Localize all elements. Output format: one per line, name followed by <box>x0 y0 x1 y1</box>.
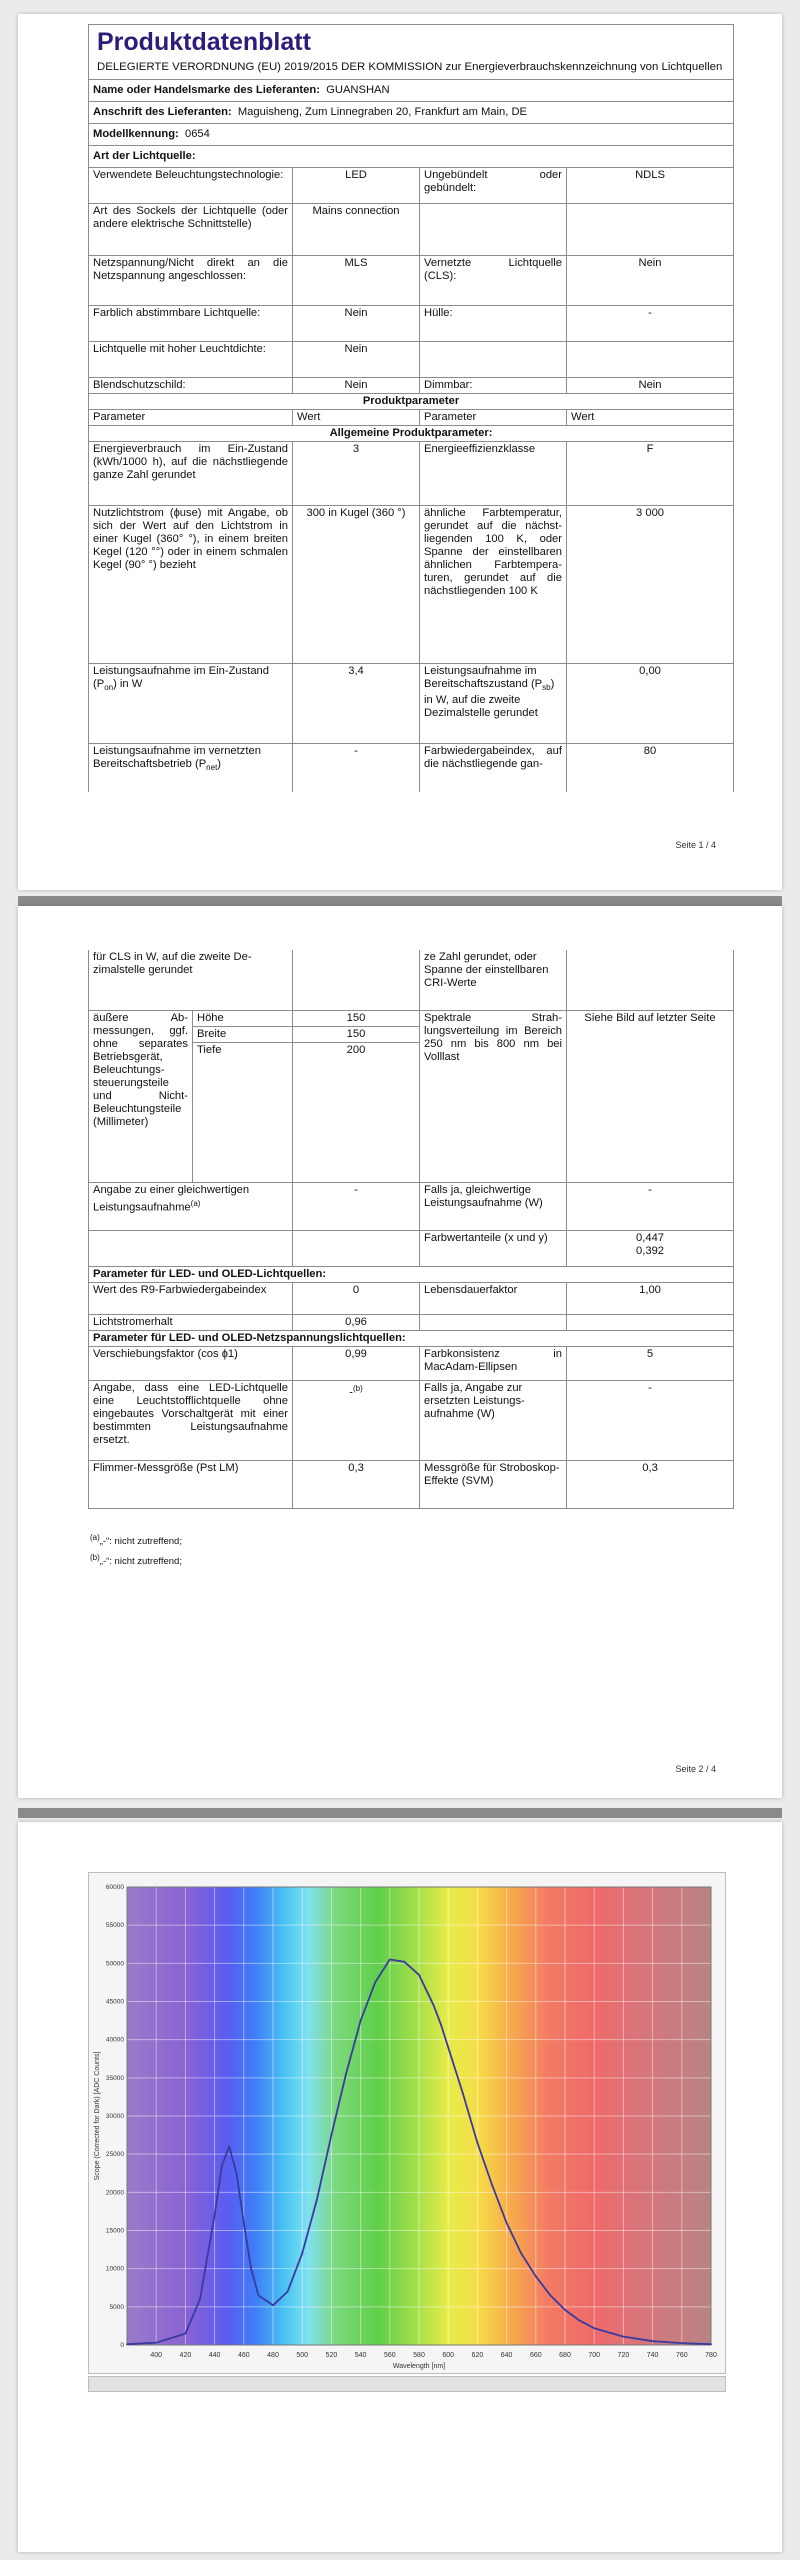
param-label: Farbwiedergabeindex, auf die nächstliegende gan- <box>420 744 567 792</box>
param-value: - <box>567 1182 734 1230</box>
dimension-name: Breite <box>193 1026 293 1042</box>
param-label: Angabe, dass eine LED-Lichtquelle eine Leuchtstofflichtquelle ohne eingebautes Vorschaltgerät mit einer bestimmten Leistungsaufnahme ersetzt. <box>89 1380 293 1460</box>
spectral-chart <box>88 1872 726 2374</box>
row-label: Verwendete Beleuchtungstechnologie: <box>89 168 293 204</box>
footnote-text: „-“: nicht zutreffend; <box>99 1536 182 1548</box>
page-number: Seite 2 / 4 <box>675 1764 716 1774</box>
product-parameters-header: Produktparameter <box>89 394 734 410</box>
footnote-a <box>90 1530 182 1550</box>
row-label <box>420 342 567 378</box>
data-point <box>228 2146 230 2148</box>
param-value: 0,96 <box>293 1314 420 1330</box>
model-id: 0654 <box>184 128 210 140</box>
data-point <box>579 2320 581 2322</box>
empty-cell <box>420 1314 567 1330</box>
param-label <box>420 664 567 744</box>
dimensions-label: äußere Abmessungen, ggf. ohne separates Betriebsgerät, Beleuchtungssteuerungsteile und Nicht-Beleuchtungsteile (Millimeter) <box>89 1010 193 1182</box>
spectral-distribution-value: Siehe Bild auf letzter Seite <box>567 1010 734 1182</box>
x-tick-label: 780 <box>705 2352 717 2359</box>
footnote-b <box>90 1550 182 1570</box>
footnote-text: „-“: nicht zutreffend; <box>99 1556 182 1568</box>
data-point <box>301 2253 303 2255</box>
data-point <box>520 2253 522 2255</box>
chromaticity-x: 0,447 <box>636 1231 665 1244</box>
param-value <box>567 950 734 1010</box>
x-axis-label: Wavelength [nm] <box>392 2363 446 2370</box>
x-tick-label: 700 <box>588 2352 601 2359</box>
y-tick-label: 55000 <box>105 1922 124 1930</box>
page-3 <box>18 1822 782 2552</box>
parameters-table-continued <box>88 950 734 1509</box>
row-label: Ungebündelt oder gebündelt: <box>420 168 567 204</box>
x-tick-label: 560 <box>383 2352 396 2359</box>
param-value <box>567 1230 734 1266</box>
row-value: Nein <box>567 256 734 306</box>
column-header: Parameter <box>420 410 567 426</box>
row-value: Mains connection <box>293 204 420 256</box>
x-tick-label: 660 <box>529 2352 542 2359</box>
data-point <box>331 2134 333 2136</box>
param-value: - <box>293 1182 420 1230</box>
row-label: Vernetzte Lichtquelle (CLS): <box>420 256 567 306</box>
supplier-name: GUANSHAN <box>326 84 390 96</box>
data-point <box>360 2020 362 2022</box>
x-tick-label: 580 <box>413 2352 425 2359</box>
param-value: 0,3 <box>293 1460 420 1508</box>
spectral-distribution-label: Spektrale Strahlungsverteilung im Bereich 250 nm bis 800 nm bei Volllast <box>420 1010 567 1182</box>
y-tick-label: 15000 <box>105 2227 124 2235</box>
y-axis-label: Scope (Corrected for Dark) [ADC Counts] <box>94 2051 101 2181</box>
page-1 <box>18 14 782 890</box>
standby-subscript: sb <box>542 683 551 693</box>
param-value: 1,00 <box>567 1282 734 1314</box>
param-value <box>293 950 420 1010</box>
param-label: Energieeffizienzklasse <box>420 442 567 506</box>
x-tick-label: 540 <box>354 2352 367 2359</box>
row-label: Art des Sockels der Lichtquelle (oder andere elektrische Schnittstelle) <box>89 204 293 256</box>
data-point <box>462 2092 464 2094</box>
row-value: Nein <box>293 306 420 342</box>
y-tick-label: 40000 <box>105 2036 124 2044</box>
row-value: NDLS <box>567 168 734 204</box>
data-point <box>250 2268 252 2270</box>
data-point <box>345 2073 347 2075</box>
data-point <box>652 2340 654 2342</box>
document-title: Produktdatenblatt <box>97 28 311 56</box>
param-value: 300 in Kugel (360 °) <box>293 506 420 664</box>
data-point <box>440 2024 442 2026</box>
dimension-value: 200 <box>293 1042 420 1182</box>
param-value: 5 <box>567 1346 734 1380</box>
param-label: ze Zahl gerundet, oder Spanne der einstellbaren CRI-Werte <box>420 950 567 1010</box>
param-label: Verschiebungsfaktor (cos ɸ1) <box>89 1346 293 1380</box>
column-header: Wert <box>293 410 420 426</box>
chart-scrollbar[interactable] <box>88 2376 726 2392</box>
on-power-subscript: on <box>104 683 114 693</box>
x-tick-label: 620 <box>471 2352 484 2359</box>
data-point <box>623 2336 625 2338</box>
footnote-ref: (b) <box>352 1383 363 1393</box>
data-point <box>404 1961 406 1963</box>
y-tick-label: 50000 <box>105 1960 124 1968</box>
param-label: Lebensdauerfaktor <box>420 1282 567 1314</box>
param-label: Farbwertanteile (x und y) <box>420 1230 567 1266</box>
supplier-address-label: Anschrift des Lieferanten: <box>93 106 232 118</box>
row-value: Nein <box>567 378 734 394</box>
param-value: 80 <box>567 744 734 792</box>
page-number: Seite 1 / 4 <box>675 840 716 850</box>
page-separator <box>18 1808 782 1818</box>
param-label <box>89 744 293 792</box>
param-label: Falls ja, Angabe zur ersetzten Leistungsaufnahme (W) <box>420 1380 567 1460</box>
param-value: 0,3 <box>567 1460 734 1508</box>
param-label: ähnliche Farbtemperatur, gerundet auf die nächstliegenden 100 K, oder Spanne der einstellbaren ähnlichen Farbtemperaturen, gerundet auf die nächstliegenden 100 K <box>420 506 567 664</box>
data-point <box>433 2004 435 2006</box>
replacement-value: - <box>349 1386 353 1399</box>
footnote-mark: (b) <box>90 1553 100 1563</box>
y-tick-label: 30000 <box>105 2113 124 2120</box>
data-point <box>287 2291 289 2293</box>
param-label: Nutzlichtstrom (ɸuse) mit Angabe, ob sich der Wert auf den Lichtstrom in einer Kugel (360° °), in einem breiten Kegel (120 °°) oder in einem schmalen Kegel (90° °) bezieht <box>89 506 293 664</box>
data-point <box>316 2199 318 2201</box>
data-point <box>126 2343 128 2345</box>
y-tick-label: 10000 <box>105 2265 124 2273</box>
chromaticity-y: 0,392 <box>636 1244 665 1257</box>
data-point <box>258 2294 260 2296</box>
page-2 <box>18 906 782 1798</box>
data-point <box>491 2184 493 2186</box>
x-tick-label: 640 <box>500 2352 513 2359</box>
x-tick-label: 760 <box>675 2352 688 2359</box>
data-point <box>710 2343 712 2345</box>
param-label: Lichtstromerhalt <box>89 1314 293 1330</box>
net-standby-label: Leistungsaufnahme im vernetzten Bereitschaftsbetrieb (P <box>93 745 261 770</box>
param-value: 3 <box>293 442 420 506</box>
y-tick-label: 60000 <box>105 1884 124 1891</box>
data-point <box>389 1959 391 1961</box>
data-point <box>185 2333 187 2335</box>
equivalent-power-label: Angabe zu einer gleichwertigen Leistungsaufnahme <box>93 1183 250 1214</box>
data-point <box>506 2222 508 2224</box>
on-power-label-end: ) in W <box>113 678 143 690</box>
data-point <box>447 2046 449 2048</box>
column-header: Parameter <box>89 410 293 426</box>
data-point <box>477 2142 479 2144</box>
param-value: 0,00 <box>567 664 734 744</box>
param-label: Wert des R9-Farbwiedergabeindex <box>89 1282 293 1314</box>
row-value: - <box>567 306 734 342</box>
y-tick-label: 20000 <box>105 2189 124 2197</box>
param-label: Farbkonsistenz in MacAdam-Ellipsen <box>420 1346 567 1380</box>
dimension-name: Höhe <box>193 1010 293 1026</box>
page-separator <box>18 896 782 906</box>
data-point <box>243 2222 245 2224</box>
footnotes <box>90 1530 182 1570</box>
standby-label: Leistungsaufnahme im Bereitschaftszustand (P <box>424 665 543 690</box>
x-tick-label: 440 <box>208 2352 221 2359</box>
x-tick-label: 400 <box>150 2352 163 2359</box>
led-oled-parameters-header: Parameter für LED- und OLED-Lichtquellen: <box>89 1266 734 1282</box>
y-tick-label: 0 <box>120 2342 124 2349</box>
row-label: Dimmbar: <box>420 378 567 394</box>
row-label: Netzspannung/Nicht direkt an die Netzspannung angeschlossen: <box>89 256 293 306</box>
data-point <box>214 2214 216 2216</box>
param-label <box>89 1182 293 1230</box>
on-power-label: Leistungsaufnahme im Ein-Zustand (P <box>93 665 269 690</box>
y-tick-label: 5000 <box>109 2303 124 2311</box>
param-label: Flimmer-Messgröße (Pst LM) <box>89 1460 293 1508</box>
row-label: Lichtquelle mit hoher Leuchtdichte: <box>89 342 293 378</box>
x-tick-label: 600 <box>442 2352 455 2359</box>
led-mains-parameters-header: Parameter für LED- und OLED-Netzspannungslichtquellen: <box>89 1330 734 1346</box>
dimension-name: Tiefe <box>193 1042 293 1182</box>
row-value <box>567 342 734 378</box>
param-value: 3 000 <box>567 506 734 664</box>
row-value: Nein <box>293 342 420 378</box>
spectral-chart-svg <box>89 1873 725 2373</box>
param-value: 0 <box>293 1282 420 1314</box>
supplier-name-label: Name oder Handelsmarke des Lieferanten: <box>93 84 320 96</box>
net-standby-label-end: ) <box>217 758 222 770</box>
y-tick-label: 45000 <box>105 1998 124 2006</box>
empty-cell <box>89 1230 293 1266</box>
y-tick-label: 35000 <box>105 2074 124 2082</box>
supplier-address: Maguisheng, Zum Linnegraben 20, Frankfurt am Main, DE <box>237 106 528 118</box>
row-value: MLS <box>293 256 420 306</box>
x-tick-label: 740 <box>646 2352 659 2359</box>
data-point <box>681 2342 683 2344</box>
standby-label-end: ) in W, auf die zweite Dezimalstelle gerundet <box>424 678 555 720</box>
param-label: Falls ja, gleichwertige Leistungsaufnahme (W) <box>420 1182 567 1230</box>
data-point <box>236 2172 238 2174</box>
x-tick-label: 480 <box>267 2352 279 2359</box>
data-point <box>535 2275 537 2277</box>
document-subtitle: DELEGIERTE VERORDNUNG (EU) 2019/2015 DER KOMMISSION zur Energieverbrauchskennzeichnung von Lichtquellen <box>97 61 723 73</box>
param-label <box>89 664 293 744</box>
x-tick-label: 680 <box>559 2352 571 2359</box>
page-1-content <box>88 24 733 792</box>
param-value <box>293 1380 420 1460</box>
row-label: Hülle: <box>420 306 567 342</box>
data-point <box>593 2327 595 2329</box>
data-point <box>199 2298 201 2300</box>
page-2-content <box>88 950 733 1509</box>
param-value: - <box>293 744 420 792</box>
x-tick-label: 460 <box>237 2352 250 2359</box>
footnote-ref: (a) <box>190 1198 201 1208</box>
param-value: - <box>567 1380 734 1460</box>
light-source-type-label: Art der Lichtquelle: <box>93 150 196 162</box>
row-label <box>420 204 567 256</box>
data-point <box>374 1982 376 1984</box>
x-tick-label: 520 <box>325 2352 338 2359</box>
row-label: Blendschutzschild: <box>89 378 293 394</box>
column-header: Wert <box>567 410 734 426</box>
row-value <box>567 204 734 256</box>
row-label: Farblich abstimmbare Lichtquelle: <box>89 306 293 342</box>
model-label: Modellkennung: <box>93 128 179 140</box>
data-point <box>272 2304 274 2306</box>
data-point <box>155 2342 157 2344</box>
data-point <box>564 2309 566 2311</box>
param-label: für CLS in W, auf die zweite Dezimalstelle gerundet <box>89 950 293 1010</box>
empty-cell <box>567 1314 734 1330</box>
param-value: 0,99 <box>293 1346 420 1380</box>
param-value: F <box>567 442 734 506</box>
dimension-value: 150 <box>293 1010 420 1026</box>
footnote-mark: (a) <box>90 1533 100 1542</box>
dimension-value: 150 <box>293 1026 420 1042</box>
data-point <box>418 1974 420 1976</box>
product-data-sheet-table <box>88 24 734 792</box>
row-value: Nein <box>293 378 420 394</box>
param-label: Energieverbrauch im Ein-Zustand (kWh/1000 h), auf die nächstliegende ganze Zahl gerundet <box>89 442 293 506</box>
data-point <box>550 2294 552 2296</box>
x-tick-label: 720 <box>617 2352 630 2359</box>
x-tick-label: 420 <box>179 2352 192 2359</box>
data-point <box>221 2165 223 2167</box>
empty-cell <box>293 1230 420 1266</box>
x-tick-label: 500 <box>296 2352 309 2359</box>
general-parameters-header: Allgemeine Produktparameter: <box>89 426 734 442</box>
param-label: Messgröße für Stroboskop-Effekte (SVM) <box>420 1460 567 1508</box>
net-standby-subscript: net <box>206 763 218 773</box>
row-value: LED <box>293 168 420 204</box>
y-tick-label: 25000 <box>105 2151 124 2159</box>
param-value: 3,4 <box>293 664 420 744</box>
